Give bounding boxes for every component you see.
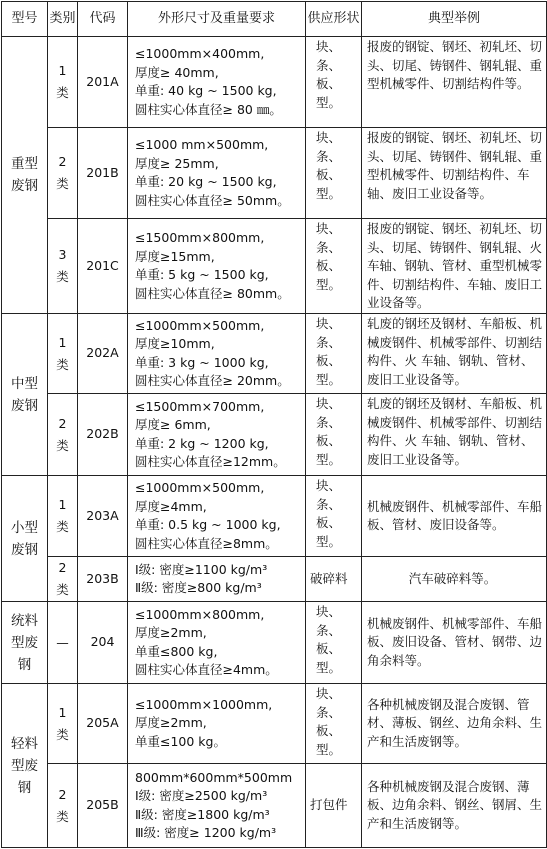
supply-form-line: 块、 (316, 478, 342, 493)
table-row (2, 557, 547, 602)
spec-cell (128, 128, 306, 219)
supply-form-cell (306, 557, 362, 602)
spec-line: ≤1000 mm×500mm, (135, 137, 269, 152)
examples-cell: 各种机械废钢及混合废钢、管材、薄板、钢丝、边角余料、生产和生活废钢等。 (362, 684, 547, 764)
supply-form-line: 型。 (316, 276, 342, 292)
spec-line: ≤1000mm×800mm, (135, 606, 265, 622)
spec-line: 单重: 0.5 kg ~ 1000 kg, (135, 517, 281, 532)
spec-line: ≤1000mm×1000mm, (135, 696, 273, 712)
supply-form-cell (306, 764, 362, 848)
spec-line: 单重: 20 kg ~ 1500 kg, (135, 174, 277, 189)
category-cell: 2类 (48, 557, 78, 602)
supply-form-line: 型。 (316, 94, 342, 110)
header-code: 代码 (78, 2, 128, 37)
table-row (2, 476, 547, 557)
supply-form-cell (306, 684, 362, 764)
supply-form-cell (306, 602, 362, 684)
spec-line: 单重: 40 kg ~ 1500 kg, (135, 83, 277, 98)
header-row (2, 2, 547, 37)
supply-form-line: 条、 (316, 334, 342, 350)
supply-form-line: 型。 (316, 185, 342, 201)
supply-form-line: 条、 (316, 148, 342, 164)
spec-line: Ⅰ级: 密度≥1100 kg/m³ (135, 561, 268, 577)
supply-form-line: 型。 (316, 659, 342, 675)
supply-form-line: 条、 (316, 496, 342, 512)
spec-cell (128, 394, 306, 476)
supply-form-line: 条、 (316, 57, 342, 73)
header-model: 型号 (2, 2, 48, 37)
spec-line: 圆柱实心体直径≥12mm。 (135, 454, 286, 469)
spec-line: ≤1000mm×400mm, (135, 46, 265, 61)
spec-line: Ⅰ级: 密度≥2500 kg/m³ (135, 788, 268, 803)
supply-form-line: 板、 (316, 76, 342, 91)
spec-cell (128, 476, 306, 557)
spec-line: 圆柱实心体直径≥8mm。 (135, 535, 278, 551)
group-name: 重型废钢 (2, 37, 48, 314)
spec-line: 厚度≥2mm, (135, 715, 207, 731)
supply-form-line: 块、 (316, 130, 342, 145)
supply-form-cell (306, 128, 362, 219)
group-name: 中型废钢 (2, 314, 48, 476)
code-cell: 205A (78, 684, 128, 764)
spec-line: 厚度≥10mm, (135, 336, 215, 351)
scrap-steel-classification-table (1, 1, 547, 848)
supply-form-line: 板、 (316, 641, 342, 656)
category-cell: 1类 (48, 684, 78, 764)
spec-cell (128, 557, 306, 602)
spec-line: 圆柱实心体直径≥ 80mm。 (135, 285, 290, 301)
supply-form-line: 条、 (316, 414, 342, 430)
examples-cell: 机械废钢件、机械零部件、车船板、废旧设备、管材、钢带、边角余料等。 (362, 602, 547, 684)
supply-form-cell (306, 37, 362, 128)
code-cell: 203A (78, 476, 128, 557)
group-name: 小型废钢 (2, 476, 48, 602)
code-cell: 204 (78, 602, 128, 684)
spec-line: ≤1500mm×700mm, (135, 398, 265, 414)
supply-form-line: 板、 (316, 433, 342, 448)
category-cell: 1类 (48, 37, 78, 128)
spec-line: Ⅲ级: 密度≥ 1200 kg/m³ (135, 825, 277, 840)
supply-form-line: 破碎料 (310, 570, 348, 586)
spec-line: 单重: 5 kg ~ 1500 kg, (135, 267, 269, 282)
supply-form-line: 型。 (316, 451, 342, 467)
spec-cell (128, 219, 306, 314)
supply-form-line: 型。 (316, 741, 342, 757)
table-row (2, 128, 547, 219)
spec-cell (128, 37, 306, 128)
table-row (2, 394, 547, 476)
supply-form-line: 板、 (316, 167, 342, 182)
supply-form-cell (306, 219, 362, 314)
spec-line: 圆柱实心体直径≥4mm。 (135, 662, 278, 677)
supply-form-line: 块、 (316, 396, 342, 411)
supply-form-line: 板、 (316, 723, 342, 738)
code-cell: 205B (78, 764, 128, 848)
supply-form-line: 型。 (316, 371, 342, 387)
supply-form-line: 块、 (316, 221, 342, 236)
supply-form-line: 板、 (316, 258, 342, 273)
category-cell: 1类 (48, 476, 78, 557)
category-cell: 2类 (48, 764, 78, 848)
table-row (2, 602, 547, 684)
spec-line: 圆柱实心体直径≥ 50mm。 (135, 192, 290, 208)
supply-form-cell (306, 394, 362, 476)
spec-line: Ⅱ级: 密度≥800 kg/m³ (135, 580, 262, 595)
supply-form-line: 板、 (316, 515, 342, 530)
table-row (2, 684, 547, 764)
supply-form-line: 型。 (316, 533, 342, 549)
code-cell: 203B (78, 557, 128, 602)
spec-line: ≤1000mm×500mm, (135, 317, 265, 333)
table-row (2, 314, 547, 394)
spec-line: 单重≤800 kg, (135, 643, 218, 659)
examples-cell: 各种机械废钢及混合废钢、薄板、边角余料、钢丝、钢屑、生产和生活废钢等。 (362, 764, 547, 848)
group-name: 轻料型废钢 (2, 684, 48, 848)
spec-line: 圆柱实心体直径≥ 80 ㎜。 (135, 101, 282, 117)
spec-cell (128, 314, 306, 394)
supply-form-line: 条、 (316, 239, 342, 255)
code-cell: 201B (78, 128, 128, 219)
supply-form-line: 块、 (316, 316, 342, 331)
supply-form-line: 条、 (316, 622, 342, 638)
examples-cell: 报废的钢锭、钢坯、初轧坯、切头、切尾、铸钢件、钢轧辊、火车轴、钢轨、管材、重型机械零件、切割结构件、车轴、废旧工业设备等。 (362, 219, 547, 314)
supply-form-line: 块、 (316, 686, 342, 701)
spec-line: 厚度≥ 40mm, (135, 64, 219, 80)
spec-line: ≤1500mm×800mm, (135, 230, 265, 245)
header-category: 类别 (48, 2, 78, 37)
supply-form-line: 块、 (316, 604, 342, 619)
supply-form-line: 打包件 (310, 797, 348, 813)
category-cell: 3类 (48, 219, 78, 314)
examples-cell: 机械废钢件、机械零部件、车船板、管材、废旧设备等。 (362, 476, 547, 557)
spec-line: 厚度≥ 25mm, (135, 155, 219, 171)
header-spec: 外形尺寸及重量要求 (128, 2, 306, 37)
examples-cell: 轧废的钢坯及钢材、车船板、机械废钢件、机械零部件、切割结构件、火 车轴、钢轨、管材、废旧工业设备等。 (362, 394, 547, 476)
supply-form-line: 条、 (316, 704, 342, 720)
code-cell: 202B (78, 394, 128, 476)
spec-cell (128, 684, 306, 764)
category-cell: 2类 (48, 128, 78, 219)
supply-form-cell (306, 476, 362, 557)
supply-form-cell (306, 314, 362, 394)
spec-line: 厚度≥ 6mm, (135, 417, 211, 432)
table-row (2, 37, 547, 128)
header-examples: 典型举例 (362, 2, 547, 37)
spec-line: 厚度≥15mm, (135, 248, 215, 264)
spec-line: 800mm*600mm*500mm (135, 769, 293, 785)
header-supply-form: 供应形状 (306, 2, 362, 37)
code-cell: 201A (78, 37, 128, 128)
spec-line: 单重: 3 kg ~ 1000 kg, (135, 354, 269, 370)
spec-line: 单重: 2 kg ~ 1200 kg, (135, 435, 269, 451)
supply-form-line: 板、 (316, 353, 342, 368)
spec-line: 厚度≥4mm, (135, 498, 207, 514)
supply-form-line: 块、 (316, 39, 342, 54)
spec-line: Ⅱ级: 密度≥1800 kg/m³ (135, 806, 270, 822)
spec-line: 单重≤100 kg。 (135, 733, 226, 749)
code-cell: 201C (78, 219, 128, 314)
spec-cell (128, 764, 306, 848)
category-cell: 1类 (48, 314, 78, 394)
category-cell: 2类 (48, 394, 78, 476)
table-row (2, 764, 547, 848)
examples-cell: 报废的钢锭、钢坯、初轧坯、切头、切尾、铸钢件、钢轧辊、重型机械零件、切割结构件、车轴、废旧工业设备等。 (362, 128, 547, 219)
table-row (2, 219, 547, 314)
spec-line: 厚度≥2mm, (135, 625, 207, 640)
category-cell: — (48, 602, 78, 684)
examples-cell: 轧废的钢坯及钢材、车船板、机械废钢件、机械零部件、切割结构件、火 车轴、钢轨、管材、废旧工业设备等。 (362, 314, 547, 394)
code-cell: 202A (78, 314, 128, 394)
spec-cell (128, 602, 306, 684)
spec-line: 圆柱实心体直径≥ 20mm。 (135, 373, 290, 388)
examples-cell: 报废的钢锭、钢坯、初轧坯、切头、切尾、铸钢件、钢轧辊、重型机械零件、切割结构件等。 (362, 37, 547, 128)
group-name: 统料型废钢 (2, 602, 48, 684)
spec-line: ≤1000mm×500mm, (135, 480, 265, 495)
examples-cell: 汽车破碎料等。 (362, 557, 547, 602)
